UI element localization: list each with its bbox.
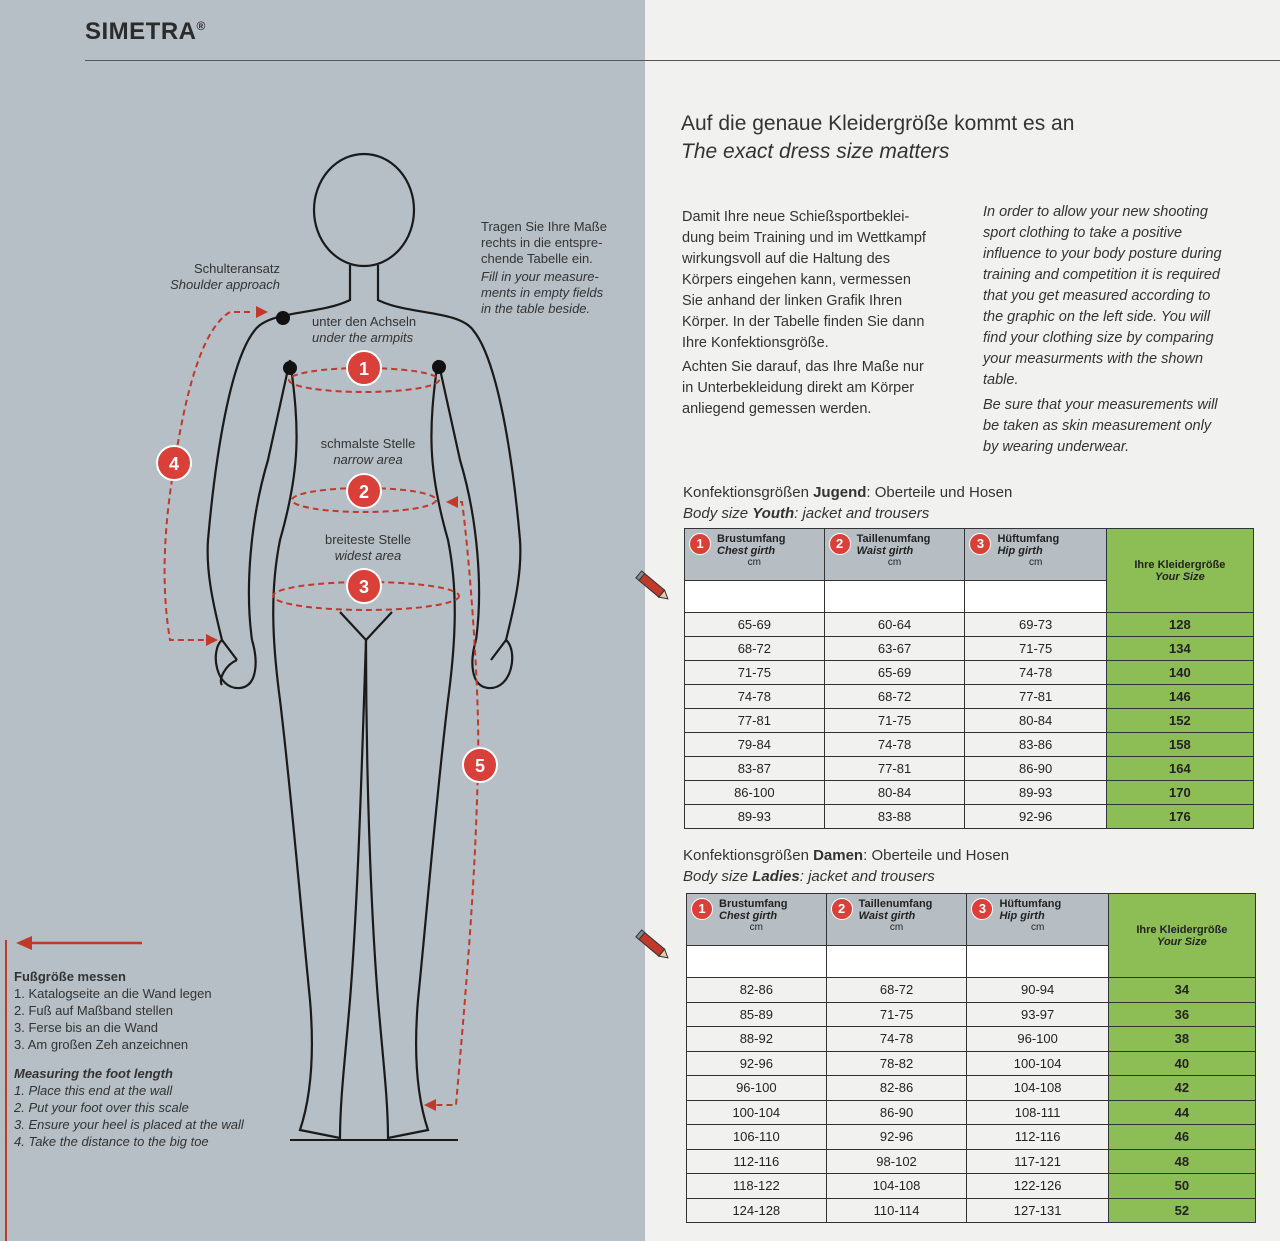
measure-cell: 77-81 [965, 685, 1106, 709]
table-row [687, 1149, 1256, 1174]
measure-cell: 93-97 [967, 1002, 1108, 1027]
measure-cell: 86-100 [685, 781, 825, 805]
badge-3: 3 [969, 533, 991, 555]
armpit-dot-left [283, 361, 297, 375]
measure-cell: 60-64 [824, 613, 965, 637]
measure-cell: 86-90 [965, 757, 1106, 781]
measure-cell: 80-84 [824, 781, 965, 805]
label-widest: breiteste Stelle widest area [325, 532, 411, 563]
table-row [685, 637, 1254, 661]
marker-5 [463, 748, 497, 782]
size-cell: 44 [1108, 1100, 1255, 1125]
measure-cell: 82-86 [826, 1076, 967, 1101]
measure-cell: 88-92 [687, 1027, 827, 1052]
size-cell: 176 [1106, 805, 1253, 829]
table-row [687, 1174, 1256, 1199]
measure-cell: 68-72 [826, 978, 967, 1003]
measure-cell: 92-96 [826, 1125, 967, 1150]
table-row [685, 805, 1254, 829]
measure-cell: 71-75 [826, 1002, 967, 1027]
page-headline: Auf die genaue Kleidergröße kommt es an The exact dress size matters [681, 112, 1075, 163]
size-cell: 152 [1106, 709, 1253, 733]
marker-2 [347, 474, 381, 508]
size-cell: 50 [1108, 1174, 1255, 1199]
measure-cell: 68-72 [685, 637, 825, 661]
table-row [687, 1027, 1256, 1052]
intro-en: In order to allow your new shooting sport clothing to take a positive influence to your body posture during training and competition it is required that you get measured according to the graphic on the left side. You will find your clothing size by comparing your measurments with the shown table. [983, 204, 1222, 388]
measure-cell: 124-128 [687, 1198, 827, 1223]
table-row [685, 661, 1254, 685]
measure-cell: 71-75 [685, 661, 825, 685]
chest-input-field[interactable] [685, 581, 825, 613]
measure-cell: 122-126 [967, 1174, 1108, 1199]
table-row [687, 978, 1256, 1003]
table-row [687, 1076, 1256, 1101]
waist-input-field[interactable] [824, 581, 965, 613]
badge-2: 2 [831, 898, 853, 920]
measure-cell: 118-122 [687, 1174, 827, 1199]
marker-3 [347, 569, 381, 603]
col-hip-header: 3 Hüftumfang Hip girth cm [965, 529, 1106, 581]
measure-cell: 68-72 [824, 685, 965, 709]
label-fill-in: Tragen Sie Ihre Maße rechts in die entspre- chende Tabelle ein. Fill in your measure- ments in empty fields in the table beside. [481, 219, 607, 316]
body-outline [208, 154, 521, 1138]
foot-arrow-head [16, 936, 32, 950]
table-row [687, 1100, 1256, 1125]
size-cell: 140 [1106, 661, 1253, 685]
measure-cell: 86-90 [826, 1100, 967, 1125]
col-size-header: Ihre Kleidergröße Your Size [1106, 529, 1253, 613]
size-cell: 128 [1106, 613, 1253, 637]
measure-cell: 92-96 [687, 1051, 827, 1076]
table-row [685, 685, 1254, 709]
measure-cell: 71-75 [824, 709, 965, 733]
label-narrow: schmalste Stelle narrow area [320, 436, 416, 467]
table-row [685, 757, 1254, 781]
foot-instructions-en: Measuring the foot length 1. Place this end at the wall 2. Put your foot over this scale 3. Ensure your heel is placed at the wall 4. Take the distance to the big toe [14, 1066, 244, 1149]
shoulder-dot [276, 311, 290, 325]
arrow-heads [206, 306, 458, 1111]
measure-cell: 79-84 [685, 733, 825, 757]
measure-cell: 82-86 [687, 978, 827, 1003]
badge-1: 1 [691, 898, 713, 920]
size-cell: 52 [1108, 1198, 1255, 1223]
measure-cell: 74-78 [824, 733, 965, 757]
hip-input-field[interactable] [967, 946, 1108, 978]
measure-cell: 77-81 [824, 757, 965, 781]
measure-cell: 80-84 [965, 709, 1106, 733]
measure-cell: 65-69 [685, 613, 825, 637]
size-cell: 36 [1108, 1002, 1255, 1027]
measure-cell: 96-100 [967, 1027, 1108, 1052]
measure-cell: 106-110 [687, 1125, 827, 1150]
svg-text:5: 5 [474, 756, 486, 776]
pencil-icon [632, 925, 674, 967]
measure-cell: 83-87 [685, 757, 825, 781]
size-cell: 158 [1106, 733, 1253, 757]
measure-cell: 71-75 [965, 637, 1106, 661]
hip-input-field[interactable] [965, 581, 1106, 613]
intro-de: Damit Ihre neue Schießsportbeklei- dung beim Training und im Wettkampf wirkungsvoll auf die Haltung des Körpers eingehen kann, vermessen Sie anhand der linken Grafik Ihren Körper. In der Tabelle finden Sie dann Ihre Konfektionsgröße. [682, 209, 926, 351]
size-cell: 146 [1106, 685, 1253, 709]
note-en: Be sure that your measurements will be taken as skin measurement only by wearing underwear. [983, 397, 1218, 455]
measure-cell: 96-100 [687, 1076, 827, 1101]
size-cell: 38 [1108, 1027, 1255, 1052]
table-row [685, 613, 1254, 637]
measure-cell: 108-111 [967, 1100, 1108, 1125]
measure-cell: 89-93 [965, 781, 1106, 805]
size-cell: 48 [1108, 1149, 1255, 1174]
marker-4 [157, 446, 191, 480]
measure-cell: 112-116 [687, 1149, 827, 1174]
measure-cell: 100-104 [687, 1100, 827, 1125]
foot-instructions-de: Fußgröße messen 1. Katalogseite an die Wand legen 2. Fuß auf Maßband stellen 3. Ferse bis an die Wand 3. Am großen Zeh anzeichnen [14, 969, 212, 1052]
marker-1 [347, 351, 381, 385]
measure-cell: 104-108 [826, 1174, 967, 1199]
pencil-icon [632, 566, 674, 608]
measure-cell: 78-82 [826, 1051, 967, 1076]
measure-cell: 69-73 [965, 613, 1106, 637]
svg-text:4: 4 [168, 454, 180, 474]
table-row [687, 1051, 1256, 1076]
chest-input-field[interactable] [687, 946, 827, 978]
badge-3: 3 [971, 898, 993, 920]
measure-cell: 89-93 [685, 805, 825, 829]
youth-table-title: Konfektionsgrößen Jugend: Oberteile und Hosen Body size Youth: jacket and trousers [683, 484, 1013, 522]
svg-text:1: 1 [358, 359, 370, 379]
table-row [687, 1125, 1256, 1150]
table-row [687, 1002, 1256, 1027]
measure-cell: 83-88 [824, 805, 965, 829]
label-shoulder: Schulteransatz Shoulder approach [170, 261, 280, 292]
measure-cell: 104-108 [967, 1076, 1108, 1101]
armpit-dot-right [432, 360, 446, 374]
measure-cell: 90-94 [967, 978, 1108, 1003]
measure-cell: 100-104 [967, 1051, 1108, 1076]
table-row [687, 1198, 1256, 1223]
col-size-header: Ihre Kleidergröße Your Size [1108, 894, 1255, 978]
table-row [685, 733, 1254, 757]
size-cell: 46 [1108, 1125, 1255, 1150]
note-de: Achten Sie darauf, das Ihre Maße nur in Unterbekleidung direkt am Körper anliegend gemessen werden. [682, 359, 924, 417]
measure-cell: 74-78 [685, 685, 825, 709]
measure-cell: 74-78 [826, 1027, 967, 1052]
youth-size-table [684, 528, 1254, 829]
brand-logo: SIMETRA® [85, 18, 206, 45]
svg-text:3: 3 [358, 577, 370, 597]
table-row [685, 781, 1254, 805]
col-chest-header: 1 Brustumfang Chest girth cm [685, 529, 825, 581]
size-cell: 42 [1108, 1076, 1255, 1101]
col-waist-header: 2 Taillenumfang Waist girth cm [824, 529, 965, 581]
ladies-size-table [686, 893, 1256, 1223]
measure-cell: 112-116 [967, 1125, 1108, 1150]
measure-cell: 83-86 [965, 733, 1106, 757]
measure-cell: 85-89 [687, 1002, 827, 1027]
measure-cell: 65-69 [824, 661, 965, 685]
svg-text:2: 2 [358, 482, 370, 502]
measure-cell: 63-67 [824, 637, 965, 661]
ladies-table-title: Konfektionsgrößen Damen: Oberteile und Hosen Body size Ladies: jacket and trousers [683, 847, 1010, 885]
col-waist-header: 2 Taillenumfang Waist girth cm [826, 894, 967, 946]
measure-cell: 117-121 [967, 1149, 1108, 1174]
measure-cell: 77-81 [685, 709, 825, 733]
badge-1: 1 [689, 533, 711, 555]
measure-cell: 98-102 [826, 1149, 967, 1174]
size-cell: 170 [1106, 781, 1253, 805]
size-cell: 40 [1108, 1051, 1255, 1076]
measure-cell: 92-96 [965, 805, 1106, 829]
size-cell: 134 [1106, 637, 1253, 661]
table-row [685, 709, 1254, 733]
badge-2: 2 [829, 533, 851, 555]
label-armpits: unter den Achseln under the armpits [312, 314, 417, 345]
col-chest-header: 1 Brustumfang Chest girth cm [687, 894, 827, 946]
size-cell: 164 [1106, 757, 1253, 781]
col-hip-header: 3 Hüftumfang Hip girth cm [967, 894, 1108, 946]
size-cell: 34 [1108, 978, 1255, 1003]
measure-cell: 127-131 [967, 1198, 1108, 1223]
measure-cell: 110-114 [826, 1198, 967, 1223]
waist-input-field[interactable] [826, 946, 967, 978]
measure-cell: 74-78 [965, 661, 1106, 685]
